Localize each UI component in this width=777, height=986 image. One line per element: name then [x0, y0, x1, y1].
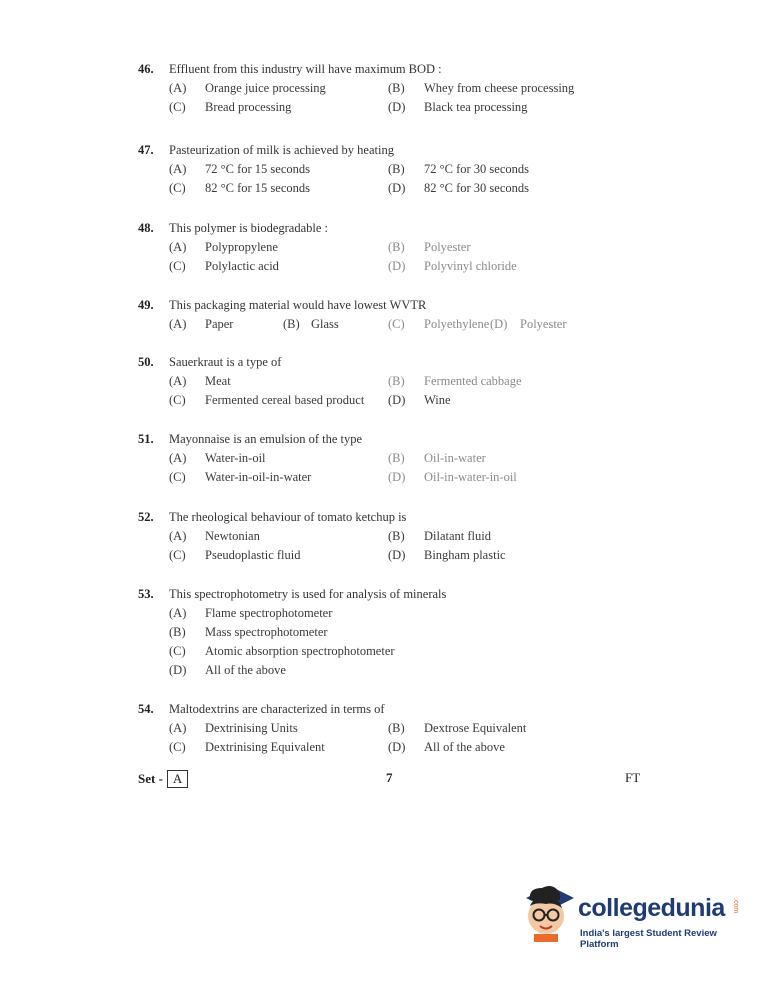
question-53	[138, 585, 638, 680]
question-text: Mayonnaise is an emulsion of the type	[169, 432, 363, 446]
brand-tagline: India's largest Student Review Platform	[580, 928, 717, 950]
option-a: (A) Newtonian	[169, 529, 260, 543]
question-text: Effluent from this industry will have maximum BOD :	[169, 62, 442, 76]
option-b: (B) Polyester	[388, 240, 471, 254]
option-a: (A) Polypropylene	[169, 240, 278, 254]
set-label-text: Set -	[138, 771, 163, 786]
question-46	[138, 60, 638, 117]
brand-logo	[520, 880, 750, 950]
option-a: (A) Water-in-oil	[169, 451, 266, 465]
question-number: 52.	[138, 510, 154, 524]
option-b: (B) Fermented cabbage	[388, 374, 522, 388]
question-49	[138, 296, 638, 334]
question-number: 51.	[138, 432, 154, 446]
option-c: (C) Pseudoplastic fluid	[169, 548, 301, 562]
question-50	[138, 353, 638, 410]
question-text: Pasteurization of milk is achieved by heating	[169, 143, 394, 157]
question-text: The rheological behaviour of tomato ketchup is	[169, 510, 407, 524]
option-d: (D) Black tea processing	[388, 100, 528, 114]
option-d: (D) Polyvinyl chloride	[388, 259, 517, 273]
option-b: (B) Whey from cheese processing	[388, 81, 575, 95]
option-c: (C) Water-in-oil-in-water	[169, 470, 312, 484]
question-text: This polymer is biodegradable :	[169, 221, 328, 235]
question-47	[138, 141, 638, 198]
brand-com: .com	[732, 898, 739, 914]
mascot-icon	[520, 880, 576, 944]
option-a: (A) Dextrinising Units	[169, 721, 298, 735]
question-number: 50.	[138, 355, 154, 369]
question-54	[138, 700, 638, 757]
option-a: (A) Meat	[169, 374, 231, 388]
option-c: (C) Polyethylene	[388, 317, 490, 331]
paper-code: FT	[625, 770, 641, 785]
option-d: (D) Polyester	[490, 317, 567, 331]
option-a: (A) 72 °C for 15 seconds	[169, 162, 310, 176]
question-number: 49.	[138, 298, 154, 312]
set-value: A	[167, 770, 188, 788]
question-51	[138, 430, 638, 487]
option-d: (D) All of the above	[388, 740, 505, 754]
question-number: 53.	[138, 587, 154, 601]
option-b: (B) Oil-in-water	[388, 451, 486, 465]
question-48	[138, 219, 638, 276]
option-d: (D) All of the above	[169, 663, 286, 677]
option-b: (B) Dextrose Equivalent	[388, 721, 527, 735]
option-c: (C) Polylactic acid	[169, 259, 279, 273]
option-d: (D) 82 °C for 30 seconds	[388, 181, 529, 195]
question-number: 54.	[138, 702, 154, 716]
option-b: (B) Glass	[283, 317, 339, 331]
question-text: This packaging material would have lowest WVTR	[169, 298, 427, 312]
option-c: (C) Fermented cereal based product	[169, 393, 365, 407]
question-text: Sauerkraut is a type of	[169, 355, 282, 369]
question-number: 47.	[138, 143, 154, 157]
set-label	[138, 770, 188, 788]
option-c: (C) Dextrinising Equivalent	[169, 740, 325, 754]
page-number: 7	[386, 770, 393, 785]
option-b: (B) 72 °C for 30 seconds	[388, 162, 529, 176]
option-a: (A) Flame spectrophotometer	[169, 606, 333, 620]
option-a: (A) Paper	[169, 317, 234, 331]
question-number: 46.	[138, 62, 154, 76]
option-b: (B) Mass spectrophotometer	[169, 625, 328, 639]
brand-name: collegedunia	[578, 894, 725, 922]
option-c: (C) Bread processing	[169, 100, 292, 114]
question-52	[138, 508, 638, 565]
option-c: (C) Atomic absorption spectrophotometer	[169, 644, 395, 658]
option-c: (C) 82 °C for 15 seconds	[169, 181, 310, 195]
option-d: (D) Bingham plastic	[388, 548, 506, 562]
option-a: (A) Orange juice processing	[169, 81, 326, 95]
question-number: 48.	[138, 221, 154, 235]
option-b: (B) Dilatant fluid	[388, 529, 491, 543]
option-d: (D) Oil-in-water-in-oil	[388, 470, 517, 484]
option-d: (D) Wine	[388, 393, 451, 407]
question-text: This spectrophotometry is used for analysis of minerals	[169, 587, 447, 601]
question-text: Maltodextrins are characterized in terms of	[169, 702, 385, 716]
